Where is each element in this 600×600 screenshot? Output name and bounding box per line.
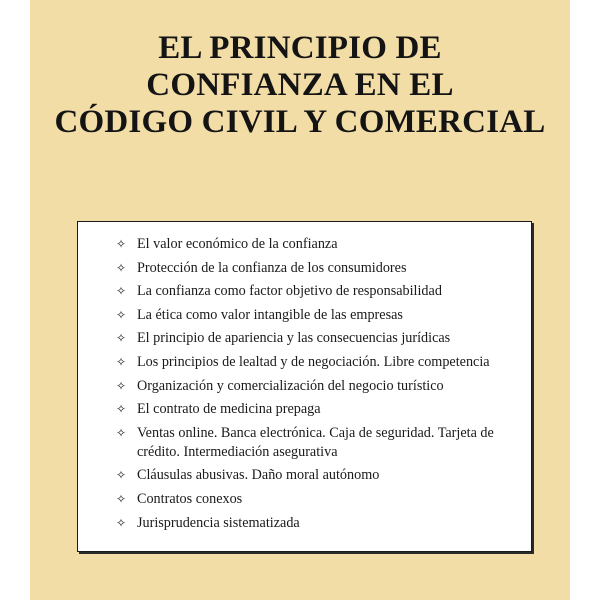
title-line: CONFIANZA EN EL: [146, 67, 454, 103]
title-line: CÓDIGO CIVIL Y COMERCIAL: [54, 104, 546, 140]
list-item: [78, 514, 519, 533]
list-item: [78, 466, 519, 485]
diamond-star-bullet-icon: ✧: [115, 425, 127, 440]
title-line: EL PRINCIPIO DE: [158, 30, 442, 66]
diamond-star-bullet-icon: ✧: [115, 468, 127, 483]
list-item: [78, 259, 519, 278]
diamond-star-bullet-icon: ✧: [115, 354, 127, 369]
list-item-text: Protección de la confianza de los consumidores: [137, 259, 407, 276]
contents-list: [78, 222, 531, 533]
list-item: [78, 353, 519, 372]
list-item-text: Cláusulas abusivas. Daño moral autónomo: [137, 467, 380, 484]
list-item-text: El principio de apariencia y las consecuencias jurídicas: [137, 330, 451, 347]
list-item-text: El contrato de medicina prepaga: [137, 401, 321, 418]
list-item: [78, 400, 519, 419]
diamond-star-bullet-icon: ✧: [115, 237, 127, 251]
list-item: [78, 377, 519, 396]
list-item: [78, 235, 519, 254]
diamond-star-bullet-icon: ✧: [115, 284, 127, 299]
list-item-text: El valor económico de la confianza: [137, 236, 338, 252]
list-item-text: La ética como valor intangible de las empresas: [137, 306, 403, 323]
diamond-star-bullet-icon: ✧: [115, 307, 127, 322]
contents-box: [77, 221, 532, 552]
list-item: [78, 282, 519, 301]
list-item: [78, 329, 519, 348]
list-item: [78, 424, 519, 462]
list-item: [78, 490, 519, 509]
list-item-text: Contratos conexos: [137, 490, 243, 507]
book-title: [30, 30, 570, 141]
list-item-text: Ventas online. Banca electrónica. Caja de seguridad. Tarjeta de crédito. Intermediación asegurativa: [137, 424, 494, 460]
list-item-text: Jurisprudencia sistematizada: [137, 514, 300, 531]
list-item-text: Organización y comercialización del negocio turístico: [137, 377, 444, 394]
diamond-star-bullet-icon: ✧: [115, 378, 127, 393]
book-cover: [30, 0, 570, 600]
diamond-star-bullet-icon: ✧: [115, 491, 127, 506]
list-item-text: La confianza como factor objetivo de responsabilidad: [137, 283, 442, 300]
diamond-star-bullet-icon: ✧: [115, 402, 127, 417]
list-item-text: Los principios de lealtad y de negociación. Libre competencia: [137, 353, 490, 370]
list-item: [78, 306, 519, 325]
diamond-star-bullet-icon: ✧: [115, 260, 127, 275]
diamond-star-bullet-icon: ✧: [115, 515, 127, 530]
diamond-star-bullet-icon: ✧: [115, 331, 127, 346]
